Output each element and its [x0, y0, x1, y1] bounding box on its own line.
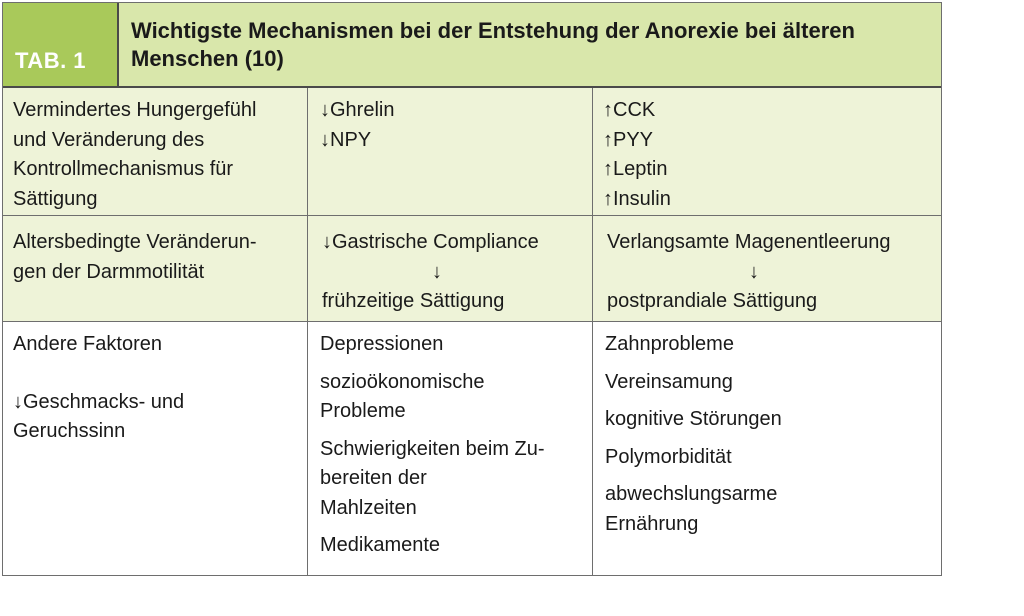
cell-category	[3, 322, 308, 576]
text-line: Schwierigkeiten beim Zu-	[320, 437, 545, 460]
text-line: Kontrollmechanismus für	[13, 158, 234, 180]
text-line: Polymorbidität	[605, 445, 732, 468]
text-line: ↑Leptin	[603, 158, 668, 180]
text-line: Vereinsamung	[605, 370, 733, 393]
text-line: und Veränderung des	[13, 128, 205, 151]
text-line: ↑Insulin	[603, 187, 671, 210]
title-line-2: Menschen (10)	[131, 46, 284, 71]
text-line: postprandiale Sättigung	[607, 290, 818, 312]
text-line: Medikamente	[320, 534, 441, 556]
cell-category	[3, 216, 308, 321]
text-line: ↓Geschmacks- und	[13, 390, 185, 413]
table-row-motility	[3, 216, 941, 322]
text-line: ↑CCK	[603, 99, 656, 121]
text-line: kognitive Störungen	[605, 408, 782, 430]
table-row-other	[3, 322, 941, 576]
text-line: frühzeitige Sättigung	[322, 290, 505, 312]
cell-category	[3, 88, 308, 215]
text-line: ↑PYY	[603, 128, 654, 151]
cell-other-factors-b	[593, 322, 941, 576]
text-line: Sättigung	[13, 187, 98, 210]
text-line: Altersbedingte Veränderun-	[13, 231, 257, 253]
cell-gastric-emptying	[593, 216, 941, 321]
text-line: abwechslungsarme	[605, 483, 778, 505]
mechanisms-table	[2, 2, 942, 576]
text-line: Mahlzeiten	[320, 496, 417, 519]
text-line: gen der Darmmotilität	[13, 260, 205, 283]
text-line: ↓Gastrische Compliance	[322, 231, 539, 253]
down-arrow: ↓	[432, 260, 442, 283]
text-line: Ernährung	[605, 512, 699, 535]
text-line: Probleme	[320, 400, 406, 422]
text-line: sozioökonomische	[320, 370, 485, 393]
cell-decreased-hormones	[308, 88, 593, 215]
text-line: Geruchssinn	[13, 420, 126, 442]
table-header	[3, 3, 941, 88]
down-arrow: ↓	[749, 260, 759, 283]
text-line: Andere Faktoren	[13, 333, 162, 355]
cell-increased-hormones	[593, 88, 941, 215]
text-line: Verlangsamte Magenentleerung	[607, 231, 891, 253]
table-row-hunger	[3, 88, 941, 216]
text-line: ↓Ghrelin	[320, 99, 395, 121]
table-number-label	[3, 3, 117, 86]
cell-other-factors-a	[308, 322, 593, 576]
cell-gastric	[308, 216, 593, 321]
title-line-1: Wichtigste Mechanismen bei der Entstehung der Anorexie bei älteren	[131, 18, 855, 43]
text-line: Depressionen	[320, 333, 444, 355]
text-line: Vermindertes Hungergefühl	[13, 99, 257, 121]
table-title	[117, 3, 941, 86]
text-line: Zahnprobleme	[605, 333, 734, 355]
table-number-text: TAB. 1	[15, 48, 87, 73]
text-line: ↓NPY	[320, 128, 372, 151]
text-line: bereiten der	[320, 467, 427, 489]
